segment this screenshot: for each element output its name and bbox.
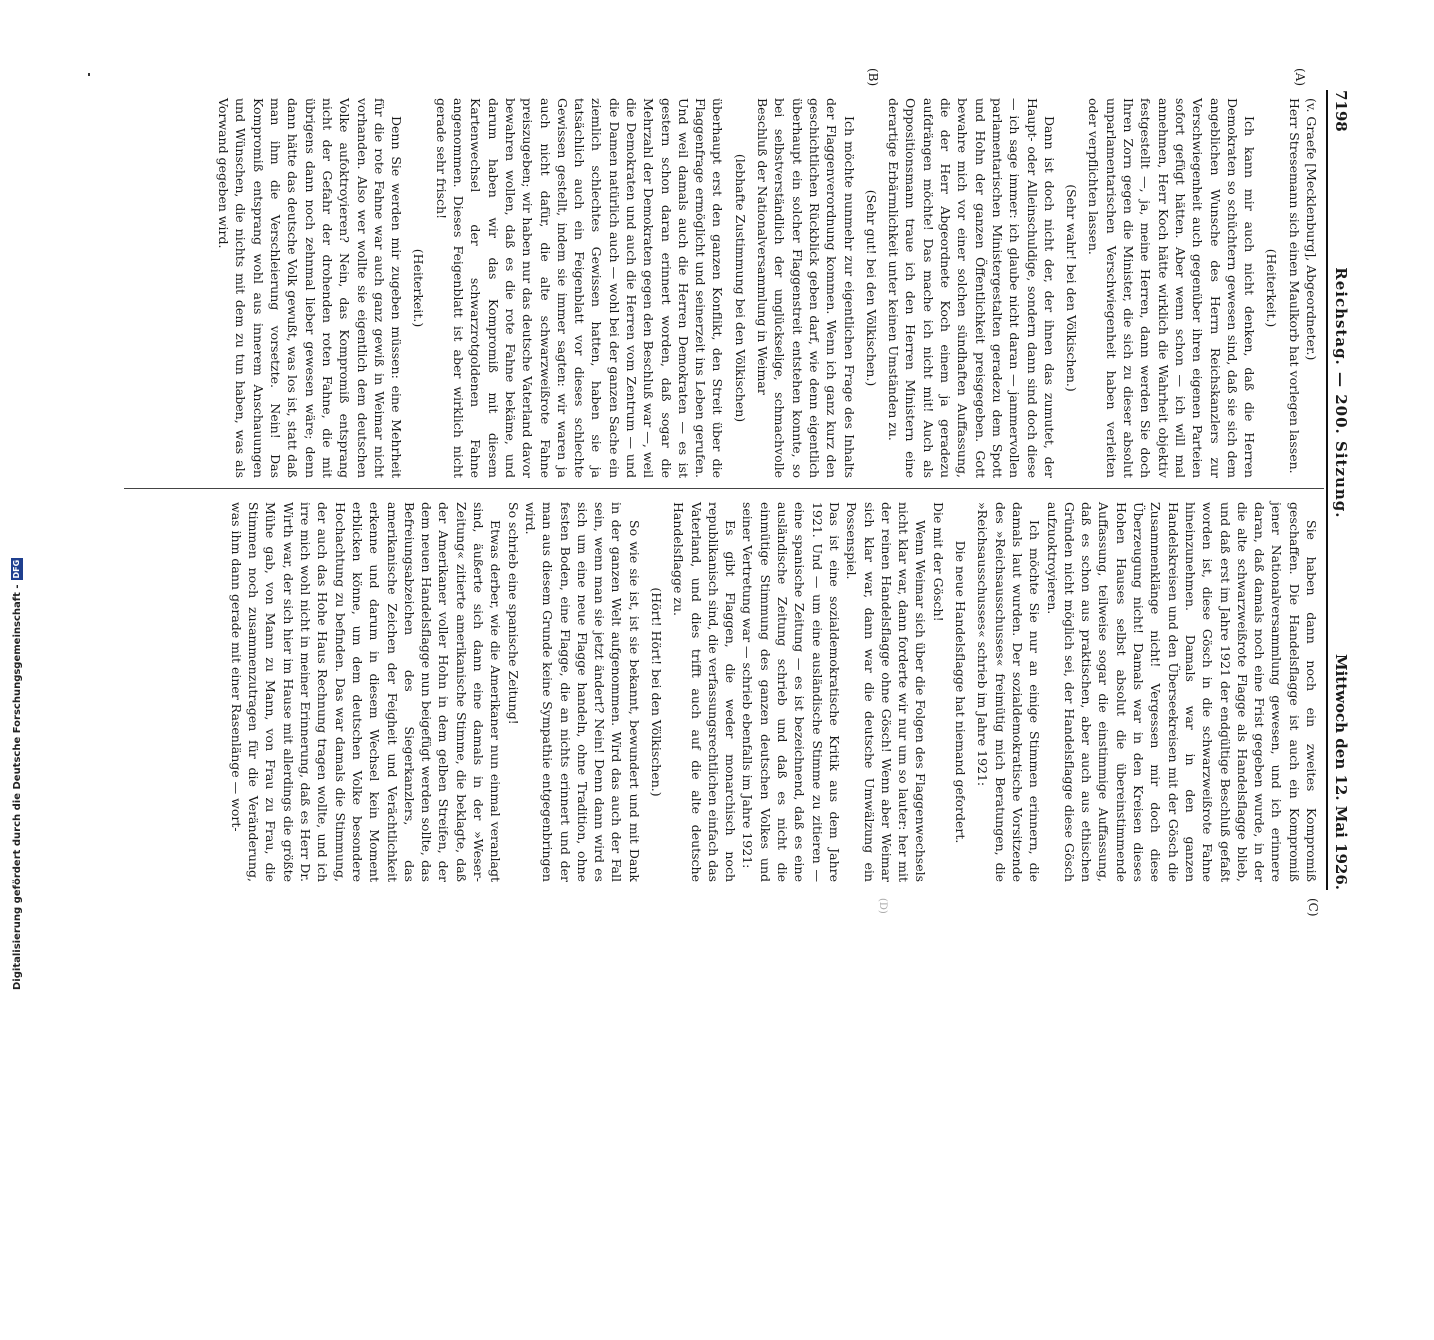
paragraph: Denn Sie werden mir zugeben müssen: eine Mehrheit für die rote Fahne war auch ganz gewiß in Weimar nicht vorhanden. Also wer wollte sie eigentlich dem deutschen Volke aufoktroyieren? Nein, das Kompromiß entsprang nicht der Gefahr der drohenden roten Fahne, die mit übrigens dann noch zehnmal lieber gewesen wäre; denn dann hätte das deutsche Volk gewußt, was los ist, statt daß man ihm die Verschleierung vorsetzte. Nein! Das Kompromiß entsprang wohl aus innerem Anschauungen und Wünschen, die nichts mit dem zu tun haben, was als Vorwand gegeben wird. xyxy=(216,98,405,478)
reaction: (Hört! Hört! bei den Völkischen.) xyxy=(649,587,665,797)
paragraph: überhaupt erst den ganzen Konflikt, den Streit über die Flaggenfrage ermöglicht und seinerzeit ins Leben gerufen. Und weil damals auch die Herren Demokraten — es ist gestern schon daran erinnert worden, daß sogar die Mehrzahl der Demokraten gegen den Beschluß war —, weil die Demokraten und auch die Herren vom Zentrum — und die Damen natürlich auch — wohl bei der ganzen Sache ein ziemlich schlechtes Gewissen hatten, haben sie ja tatsächlich auch ein Feigenblatt vor dieses schlechte Gewissen gestellt, indem sie immer sagten: wir waren ja auch nicht dafür, die alte schwarzweißrote Fahne preiszugeben; wir haben nur das deutsche Vaterland davor bewahren wollen, daß es die rote Fahne bekäme, und darum haben wir das Kompromiß mit diesem Kartenwechsel der schwarzrotgoldenen Fahne angenommen. Dieses Feigenblatt ist aber wirklich nicht gerade sehr frisch! xyxy=(433,98,726,478)
quote: Es gibt Flaggen, die weder monarchisch noch republikanisch sind, die verfassungsrechtlichen einfach das Vaterland, und dies trifft auch auf die alte deutsche Handelsflagge zu. xyxy=(671,502,739,882)
reaction: (Heiterkeit.) xyxy=(411,248,427,328)
reaction: (Sehr gut! bei den Völkischen.) xyxy=(863,189,879,387)
session-date: Mittwoch den 12. Mai 1926. xyxy=(1332,653,1350,890)
quote: Wenn Weimar sich über die Folgen des Flaggenwechsels nicht klar war, dann forderte wir nur um so lauter: her mit der reinen Handelsflagge ohne Gösch! Wenn aber Weimar sich klar war, dann war die deutsche Umwälzung ein Possenspiel. xyxy=(844,502,929,882)
paragraph: So schrieb eine spanische Zeitung! xyxy=(505,502,521,725)
paragraph: Ich kann mir auch nicht denken, daß die Herren Demokraten so schüchtern gewesen sind, daß sie sich dem angeblichen Wunsche des Herrn Reichskanzlers zur Verschwiegenheit auch gegenüber ihren eigenen Parteien sofort gefügt hätten. Aber wenn schon — ich will mal annehmen, Herr Koch hätte wirklich die Wahrheit objektiv festgestellt —, ja, meine Herren, dann werden Sie doch Ihren Zorn gegen die Minister, die sich zu dieser absolut unparlamentarischen Verschwiegenheit haben verleiten oder verpflichten lassen. xyxy=(1086,98,1258,478)
scan-speck xyxy=(88,73,90,76)
page-header xyxy=(1328,90,1350,890)
quote: So wie sie ist, ist sie bekannt, bewundert und mit Dank in der ganzen Welt aufgenommen. Wird das auch der Fall sein, wenn man sie jetzt ändert? Nein! Denn dann wird es sich um eine neue Flagge handeln, ohne Tradition, ohne festen Boden, eine Flagge, die an nichts erinnert und der man aus diesem Grunde keine Sympathie entgegenbringen wird. xyxy=(522,502,642,882)
left-column xyxy=(215,98,1320,478)
paragraph: Die mit der Gösch! xyxy=(930,502,946,622)
page-number: 7198 xyxy=(1332,90,1350,132)
reaction: (Heiterkeit.) xyxy=(1264,248,1280,328)
margin-mark-d: (D) xyxy=(877,898,888,914)
dfg-logo: DFG xyxy=(12,559,21,579)
session-title: Reichstag. — 200. Sitzung. xyxy=(1332,267,1350,519)
margin-mark-c: (C) xyxy=(1306,898,1320,917)
header-rule xyxy=(1326,90,1328,890)
reaction: (lebhafte Zustimmung bei den Völkischen) xyxy=(732,153,748,423)
reaction: (Sehr wahr! bei den Völkischen.) xyxy=(1064,184,1080,392)
paragraph: Das ist eine sozialdemokratische Kritik aus dem Jahre 1921. Und — um eine ausländische Stimme zu zitieren — eine spanische Zeitung — es ist bezeichnend, daß es eine ausländische Zeitung schrieb und daß es nicht die einmütige Stimmung des ganzen deutschen Volkes und seiner Vertretung war — schrieb ebenfalls im Jahre 1921: xyxy=(740,502,842,882)
quote: Die neue Handelsflagge hat niemand gefordert. xyxy=(953,540,969,844)
digitization-credit xyxy=(10,5,24,990)
rotated-page xyxy=(216,68,1350,1340)
margin-mark-a: (A) xyxy=(1293,68,1307,87)
paragraph: Etwas derber, wie die Amerikaner nun einmal veranlagt sind, äußerte sich dann eine damals in der »Weser-Zeitung« zitierte amerikanische Stimme, die beklagte, daß der Amerikaner voller Hohn in dem gelben Streifen, der dem neuen Handelsflagge nun beigefügt werden sollte, das Befreiungsabzeichen des Siegerkanzlers, das amerikanische Zeichen der Feigheit und Verächtlichkeit erkenne und darum in diesem Wechsel kein Moment erblicken könne, um dem deutschen Volke besondere Hochachtung zu befinden. Das war damals die Stimmung, der auch das Hohe Haus Rechnung tragen wollte, und ich irre mich wohl nicht in meiner Erinnerung, daß es Herr Dr. Wirth war, der sich hier im Hause mit allerdings die größte Mühe gab, von Mann zu Mann, von Frau zu Frau, die Stimmen noch zusammenzutragen für die Veränderung, was ihm dann gerade mit einer Rasenlänge — wort- xyxy=(228,502,504,882)
paragraph: Ich möchte Sie nur an einige Stimmen erinnern, die damals laut wurden. Der sozialdemokratische Vorsitzende des »Reichsausschusses« freimütig mich Beratungen, die »Reichsausschusses« schrieb im Jahre 1921: xyxy=(975,502,1043,882)
paragraph: Sie haben dann noch ein zweites Kompromiß geschaffen. Die Handelsflagge ist auch ein Kompromiß jener Nationalversammlung gewesen, und ich erinnere daran, daß damals noch eine Frist gegeben wurde, in der die alte schwarzweißrote Flagge als Handelsflagge blieb, und daß erst im Jahre 1921 der endgültige Beschluß gefaßt worden ist, diese Gösch in die schwarzweißrote Fahne hineinzunehmen. Damals war in den ganzen Handelskreisen und den Überseekreisen mit der Gösch die Zusammenklänge nicht! Vergessen mir doch diese Überzeugung nicht! Damals war in den Kreisen dieses Hohen Hauses selbst absolut die übereinstimmende Auffassung, teilweise sogar die einstimmige Auffassung, daß es schon aus praktischen, aber auch aus ethischen Gründen nicht möglich sei, der Handelsflagge diese Gösch aufzuoktroyieren. xyxy=(1044,502,1319,882)
paragraph: Dann ist doch nicht der, der ihnen das zumutet, der Haupt- oder Alleinschuldige, sondern dann sind doch diese — ich sage immer: ich glaube nicht daran — jammervollen parlamentarischen Ministergestalten geradezu dem Spott und Hohn der ganzen Öffentlichkeit preisgegeben. Gott bewahre mich vor einer solchen sündhaften Auffassung, die der Herr Abgeordnete Koch einem ja geradezu aufdrängen möchte! Das mache ich nicht mit! Auch als Oppositionsmann traue ich den Herren Ministern eine derartige Erbärmlichkeit unter keinen Umständen zu. xyxy=(886,98,1057,478)
right-column xyxy=(228,502,1320,882)
margin-mark-b: (B) xyxy=(866,68,880,87)
paragraph: Ich möchte nunmehr zur eigentlichen Frage des Inhalts der Flaggenverordnung kommen. Wenn ich ganz kurz den geschichtlichen Rückblick geben darf, wie denn eigentlich überhaupt ein solcher Flaggenstreit entstehen konnte, so bei selbstverständlich der unglückselige, schmachvolle Beschluß der Nationalversammlung in Weimar xyxy=(755,98,857,478)
paragraph: Herr Stresemann sich einen Maulkorb hat vorlegen lassen. xyxy=(1286,98,1302,474)
credit-text: Digitalisierung gefördert durch die Deutsche Forschungsgemeinschaft - xyxy=(11,584,23,990)
speaker-line: (v. Graefe [Mecklenburg], Abgeordneter.) xyxy=(1304,98,1319,361)
column-divider xyxy=(124,488,1324,489)
